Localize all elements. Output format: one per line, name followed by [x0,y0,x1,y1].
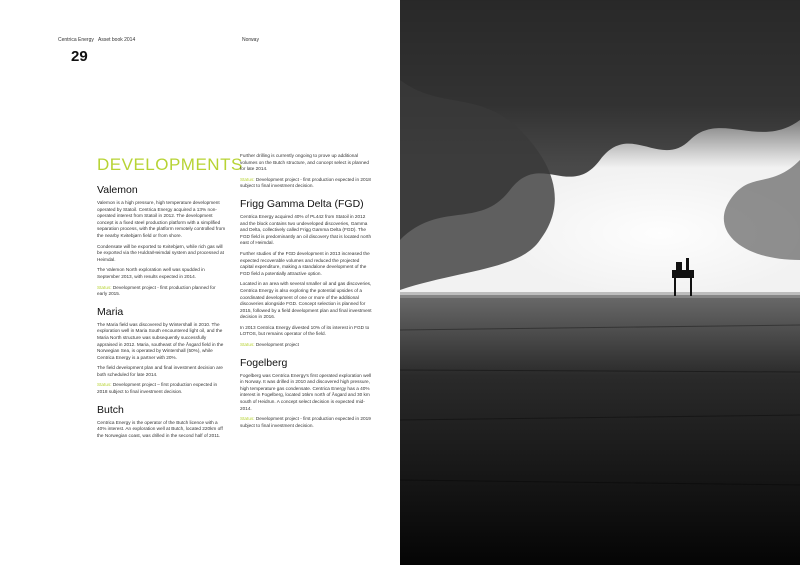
section-heading: Maria [97,305,124,318]
paragraph: Valemon is a high pressure, high temperature development operated by Statoil. Centrica Energy acquired a 13% non-operated interest from Statoil in 2012. The development concept is a fixed steel production platform with a simplified separation process, with the platform remotely controlled from the nearby Kvitebjørn field or from shore. [97,200,226,238]
status-text: Development project - first production expected in 2019 subject to final investment decision. [240,416,371,428]
paragraph: Centrica Energy acquired 40% of PL442 from Statoil in 2012 and the block contains two undeveloped discoveries, Gamma and Delta, collectively called Frigg Gamma Delta (FGD). The FGD field is predominantly an oil discovery that is located north east of Heimdal. [240,213,372,246]
status-label: Status: [240,416,255,422]
status-label: Status: [240,342,255,348]
paragraph: Further drilling is currently ongoing to prove up additional volumes on the Butch structure, and concept select is planned for late 2014. [240,153,369,172]
section-maria [97,306,227,396]
status-label: Status: [97,284,112,290]
status-text: Development project - first production expected in 2018 subject to final investment decision. [240,176,371,189]
paragraph: The Maria field was discovered by Wintershall in 2010. The exploration well in Maria South encountered light oil, and the Maria North structure was subsequently successfully appraised in 2012. Maria, southeast of the Åsgard field in the Norwegian Sea, is operated by Wintershall (50%), while Centrica Energy is a partner with 20%. [97,321,224,360]
page-title: DEVELOPMENTS [97,155,243,174]
section-butch-continued [240,153,372,190]
paragraph: In 2013 Centrica Energy divested 10% of its interest in FGD to LOTOS, but remains operator of the field. [240,324,370,337]
left-column [97,184,227,447]
status-label: Status: [240,176,255,182]
right-column [240,153,372,437]
paragraph: Located in an area with several smaller oil and gas discoveries, Centrica Energy is also exploring the potential upsides of a coordinated development of one or more of the additional discoveries alongside FGD. Concept selection is planned for 2015, followed by a field development plan and final investment decision in 2016. [240,281,372,320]
status-text: Development project - first production planned for early 2015. [97,284,216,297]
status-line [97,285,227,298]
section-heading: Butch [97,403,124,416]
section-valemon [97,184,227,298]
header-book-title: Asset book 2014 [98,37,136,43]
paragraph: Further studies of the FGD development in 2013 increased the expected recoverable volumes and reduced the projected capital expenditure, making a standalone development of the FGD field a potentially attractive option. [240,250,370,276]
paragraph: Fogelberg was Centrica Energy's first operated exploration well in Norway. It was drilled in 2010 and discovered high pressure, high temperature gas condensate. Centrica Energy has a 40% interest in Fogelberg, located 16km north of Åsgard and 30 km south of Heidrun. A concept select decision is expected mid-2014. [240,372,372,411]
page-number: 29 [71,48,88,65]
section-butch [97,404,227,440]
paragraph: Centrica Energy is the operator of the Butch licence with a 40% interest. An exploration well at Butch, located 220km off the Norwegian coast, was drilled in the second half of 2011. [97,419,223,438]
section-heading: Valemon [97,184,138,196]
paragraph: The field development plan and final investment decision are both scheduled for late 2014. [97,365,223,377]
header-company: Centrica Energy [58,37,94,43]
header-country: Norway [242,37,259,43]
status-text: Development project [255,342,299,348]
status-line [97,382,227,395]
section-fgd [240,198,372,349]
status-line [240,416,372,429]
status-label: Status: [97,382,112,388]
section-fogelberg [240,357,372,430]
status-text: Development project – first production expected in 2018 subject to final investment decision. [97,382,218,395]
offshore-platform-photo [400,0,800,565]
section-heading: Frigg Gamma Delta (FGD) [240,197,364,210]
section-heading: Fogelberg [240,356,288,369]
paragraph: Condensate will be exported to Kvitebjørn, while rich gas will be exported via the Huldra/Heimdal system and processed at Heimdal. [97,243,224,262]
status-line [240,342,372,349]
status-line [240,177,372,190]
paragraph: The Valemon North exploration well was spudded in September 2013, with results expected in 2014. [97,267,205,279]
